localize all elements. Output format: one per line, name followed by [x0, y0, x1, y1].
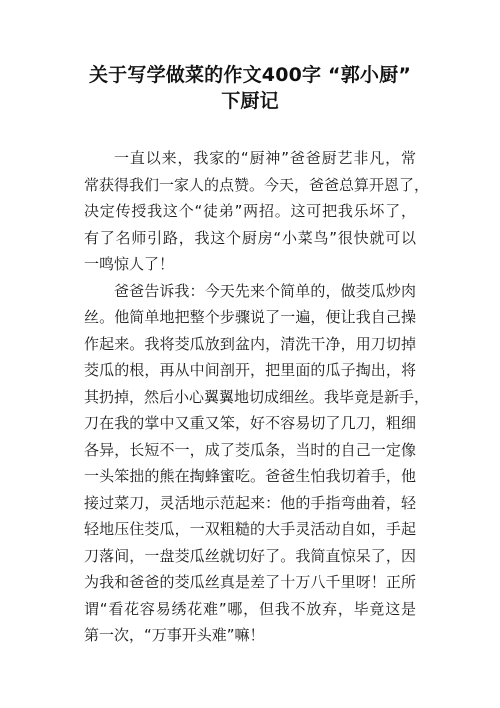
- paragraph-1: [84, 145, 430, 278]
- text-line: 有了名师引路，我这个厨房“小菜鸟”很快就可以: [84, 228, 416, 247]
- text-line: 轻地压住茭瓜，一双粗糙的大手灵活动自如，手起: [84, 520, 416, 538]
- text-line: 常获得我们一家人的点赞。今天，爸爸总算开恩了，: [84, 175, 430, 194]
- title-line-1: 关于写学做菜的作文400字 “郭小厨”: [88, 64, 412, 86]
- text-line: 丝。他简单地把整个步骤说了一遍，便让我自己操: [84, 308, 416, 326]
- text-line: 一鸣惊人了！: [84, 255, 175, 273]
- text-line: 决定传授我这个“徒弟”两招。这可把我乐坏了，: [84, 202, 416, 220]
- text-line: 作起来。我将茭瓜放到盆内，清洗干净，用刀切掉: [84, 334, 416, 353]
- document-body: [84, 145, 430, 649]
- text-line: 接过菜刀，灵活地示范起来：他的手指弯曲着，轻: [84, 493, 416, 512]
- paragraph-2: [84, 278, 430, 649]
- text-line: 刀落间，一盘茭瓜丝就切好了。我简直惊呆了，因: [84, 546, 416, 565]
- text-line: 刀在我的掌中又重又笨，好不容易切了几刀，粗细: [84, 414, 416, 432]
- text-line: 其扔掉，然后小心翼翼地切成细丝。我毕竟是新手，: [84, 387, 430, 406]
- text-line: 茭瓜的根，再从中间剖开，把里面的瓜子掏出，将: [84, 361, 416, 379]
- text-line: 各异，长短不一，成了茭瓜条，当时的自己一定像: [84, 440, 416, 459]
- text-line: 爸爸告诉我：今天先来个简单的，做茭瓜炒肉: [114, 281, 416, 300]
- title-line-2: 下厨记: [221, 90, 279, 112]
- document-title: [60, 62, 440, 114]
- text-line: 第一次，“万事开头难”嘛！: [84, 626, 265, 644]
- text-line: 一直以来，我家的“厨神”爸爸厨艺非凡，常: [114, 149, 416, 167]
- text-line: 为我和爸爸的茭瓜丝真是差了十万八千里呀！正所: [84, 573, 416, 591]
- text-line: 一头笨拙的熊在掏蜂蜜吃。爸爸生怕我切着手，他: [84, 467, 416, 485]
- text-line: 谓“看花容易绣花难”哪，但我不放弃，毕竟这是: [84, 599, 416, 618]
